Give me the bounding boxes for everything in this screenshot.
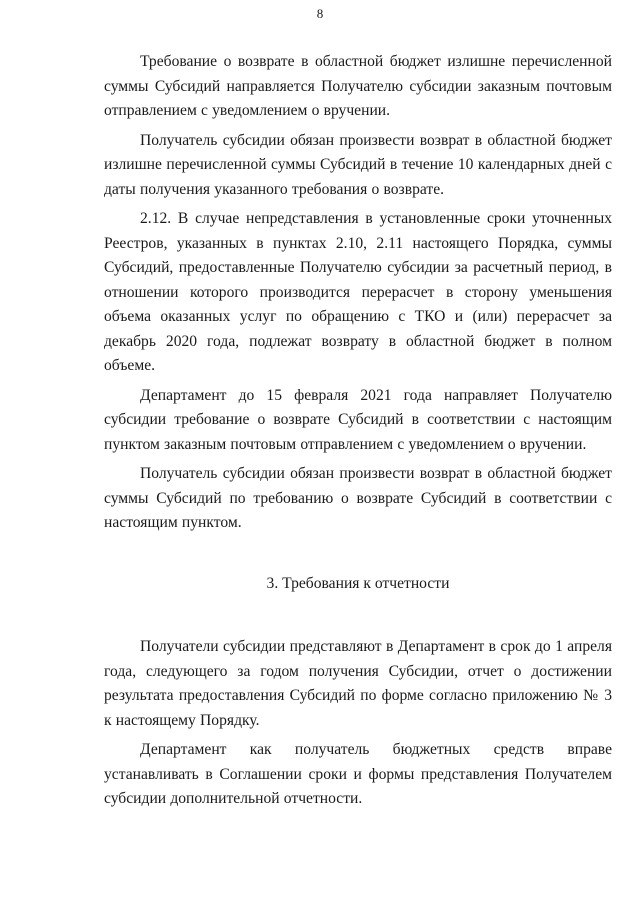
paragraph-additional-reporting: Департамент как получатель бюджетных средств вправе устанавливать в Соглашении сроки и формы представления Получателем субсидии дополнительной отчетности.	[104, 741, 612, 807]
paragraph-report-submission: Получатели субсидии представляют в Департамент в срок до 1 апреля года, следующего за годом получения Субсидии, отчет о достижении результата предоставления Субсидий по форме согласно приложению № 3 к настоящему Порядку.	[104, 638, 612, 729]
paragraph-recipient-obligation: Получатель субсидии обязан произвести возврат в областной бюджет суммы Субсидий по требованию о возврате Субсидий в соответствии с настоящим пунктом.	[104, 465, 612, 531]
paragraph-return-demand: Требование о возврате в областной бюджет излишне перечисленной суммы Субсидий направляется Получателю субсидии заказным почтовым отправлением с уведомлением о вручении.	[104, 53, 612, 119]
page-number: 8	[316, 6, 324, 21]
paragraph-department-demand: Департамент до 15 февраля 2021 года направляет Получателю субсидии требование о возврате Субсидий в соответствии с настоящим пунктом заказным почтовым отправлением с уведомлением о вручении.	[104, 386, 612, 453]
section-heading-reporting: 3. Требования к отчетности	[266, 574, 450, 592]
paragraph-clause-2-12: 2.12. В случае непредставления в установленные сроки уточненных Реестров, указанных в пунктах 2.10, 2.11 настоящего Порядка, суммы Субсидий, предоставленные Получателю субсидии за расчетный период, в отношении которого производится перерасчет в сторону уменьшения объема оказанных услуг по обращению с ТКО и (или) перерасчет за декабрь 2020 года, подлежат возврату в областной бюджет в полном объеме.	[104, 210, 612, 374]
paragraph-return-deadline: Получатель субсидии обязан произвести возврат в областной бюджет излишне перечисленной суммы Субсидий в течение 10 календарных дней с даты получения указанного требования о возврате.	[104, 131, 612, 198]
document-body	[104, 50, 612, 817]
